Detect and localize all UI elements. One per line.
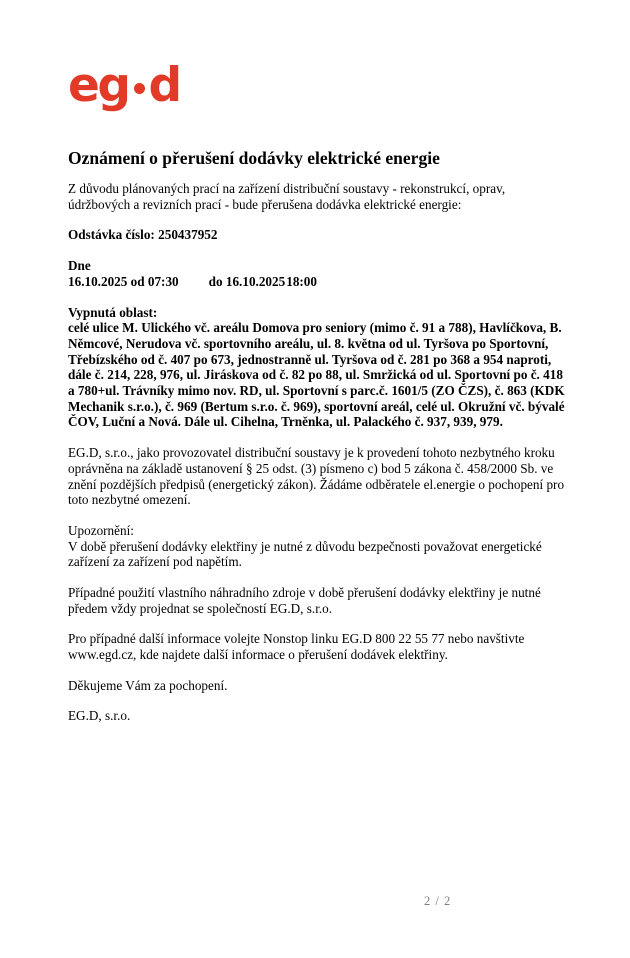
date-to: do 16.10.2025	[208, 273, 286, 289]
egd-logo	[68, 60, 567, 118]
outage-number-value: 250437952	[158, 227, 218, 243]
document-page	[0, 60, 630, 723]
notice-paragraph: V době přerušení dodávky elektřiny je nutné z důvodu bezpečnosti považovat energetické zařízení za zařízení pod napětím.	[68, 538, 542, 570]
outage-number-line	[68, 227, 567, 243]
date-line	[68, 274, 567, 290]
document-title: Oznámení o přerušení dodávky elektrické energie	[68, 148, 440, 168]
logo-dot-icon	[134, 83, 145, 94]
page-number: 2 / 2	[424, 894, 452, 908]
intro-paragraph: Z důvodu plánovaných prací na zařízení distribuční soustavy - rekonstrukcí, oprav, údržbových a revizních prací - bude přerušena dodávka elektrické energie:	[68, 181, 506, 212]
contact-paragraph: Pro případné další informace volejte Nonstop linku EG.D 800 22 55 77 nebo navštivte www.egd.cz, kde najdete další informace o přerušení dodávek elektřiny.	[68, 631, 525, 663]
legal-paragraph: EG.D, s.r.o., jako provozovatel distribuční soustavy je k provedení tohoto nezbytného kroku oprávněna na základě ustanovení § 25 odst. (3) písmeno c) bod 5 zákona č. 458/2000 Sb. ve znění pozdějších předpisů (energetický zákon). Žádáme odběratele el.energie o pochopení pro toto nezbytné omezení.	[68, 445, 565, 508]
date-from: 16.10.2025 od 07:30	[68, 273, 179, 289]
date-label: Dne	[68, 258, 91, 274]
logo-text-d: d	[148, 58, 180, 113]
thanks-line: Děkujeme Vám za pochopení.	[68, 677, 228, 693]
notice-label: Upozornění:	[68, 522, 134, 538]
logo-text-eg: eg	[68, 58, 129, 113]
time-to: 18:00	[286, 273, 317, 289]
area-paragraph: celé ulice M. Ulického vč. areálu Domova pro seniory (mimo č. 91 a 788), Havlíčkova, B. Němcové, Nerudova vč. sportovního areálu, ul. 8. května od ul. Tyršova po Sportovní, Třebízského od č. 407 po 673, jednostranně ul. Tyršova od č. 281 po 368 a 954 naproti, dále č. 214, 228, 976, ul. Jiráskova od č. 82 po 88, ul. Smržická od ul. Sportovní po č. 418 a 780+ul. Trávníky mimo nov. RD, ul. Sportovní s parc.č. 1601/5 (ZO ČZS), č. 863 (KDK Mechanik s.r.o.), č. 969 (Bertum s.r.o. č. 969), sportovní areál, celé ul. Okružní vč. bývalé ČOV, Luční a Nová. Dále ul. Cihelna, Trněnka, ul. Palackého č. 937, 939, 979.	[68, 320, 565, 430]
generator-paragraph: Případné použití vlastního náhradního zdroje v době přerušení dodávky elektřiny je nutné předem vždy projednat se společností EG.D, s.r.o.	[68, 585, 541, 616]
area-label: Vypnutá oblast:	[68, 304, 158, 320]
outage-number-label: Odstávka číslo:	[68, 227, 155, 243]
signature-line: EG.D, s.r.o.	[68, 707, 131, 723]
